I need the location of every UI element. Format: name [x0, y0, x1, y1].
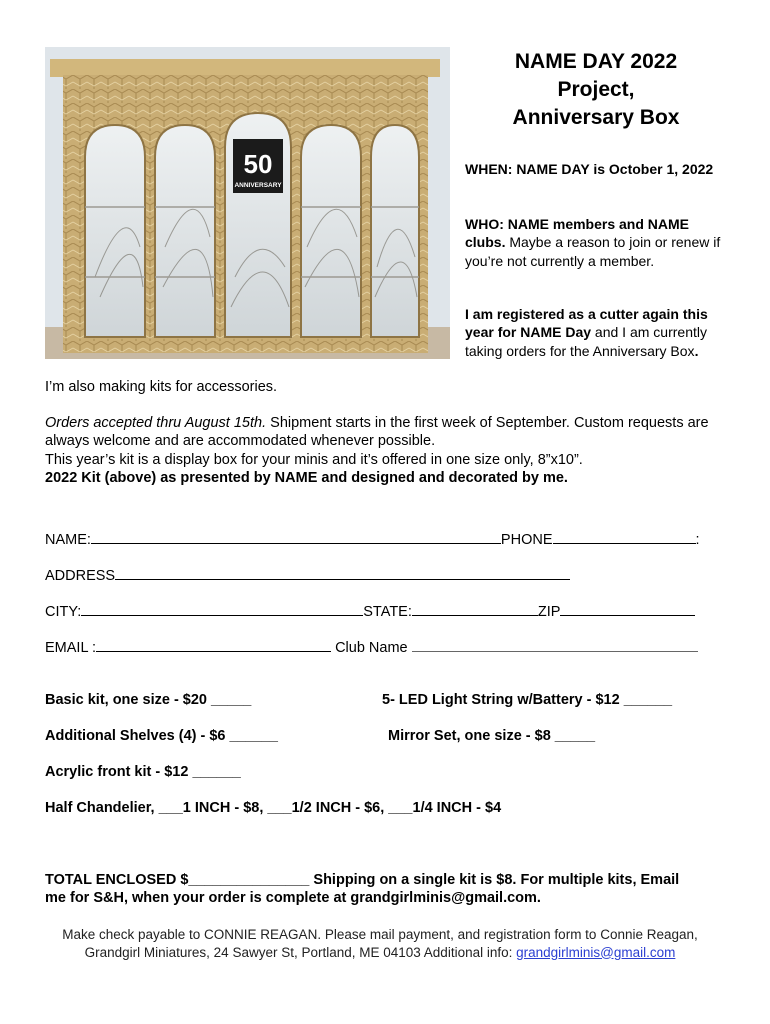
who-paragraph [465, 215, 727, 270]
anniversary-box-photo [45, 47, 450, 359]
club-name-label: Club Name [335, 640, 408, 656]
shelves-item: Additional Shelves (4) - $6 ______ [45, 728, 278, 744]
email-label: EMAIL : [45, 640, 97, 656]
zip-label: ZIP [537, 604, 561, 620]
footer-line-1: Make check payable to CONNIE REAGAN. Please mail payment, and registration form to Connie Reagan, [62, 927, 698, 942]
registered-normal: and I am currently taking orders for the Anniversary Box [465, 324, 707, 359]
city-field[interactable] [45, 601, 695, 621]
orders-italic: Orders accepted thru August 15th. [45, 415, 267, 431]
total-line-2: me for S&H, when your order is complete at grandgirlminis@gmail.com. [45, 890, 541, 906]
who-bold: WHO: NAME members and NAME clubs. [465, 216, 690, 251]
accessories-text: I’m also making kits for accessories. [45, 379, 278, 395]
title-line-3: Anniversary Box [512, 106, 680, 129]
title-line-1: NAME DAY 2022 [514, 50, 678, 73]
led-string-item: 5- LED Light String w/Battery - $12 ______ [382, 692, 673, 708]
phone-end: : [695, 532, 700, 548]
when-text: WHEN: NAME DAY is October 1, 2022 [465, 161, 714, 177]
phone-label: PHONE [500, 532, 553, 548]
orders-line-2: This year’s kit is a display box for your minis and it’s offered in one size only, 8”x10”. [45, 451, 583, 468]
title-line-2: Project, [557, 78, 635, 101]
email-field[interactable] [45, 637, 698, 657]
svg-text:50: 50 [243, 149, 273, 179]
registered-period: . [694, 342, 699, 359]
chandelier-item: Half Chandelier, ___1 INCH - $8, ___1/2 INCH - $6, ___1/4 INCH - $4 [45, 800, 502, 816]
total-line-1: TOTAL ENCLOSED $_______________ Shipping on a single kit is $8. For multiple kits, Email [45, 872, 680, 888]
orders-paragraph [45, 414, 725, 487]
name-label: NAME: [45, 532, 91, 548]
page-title [465, 48, 727, 132]
registered-paragraph [465, 305, 727, 360]
anniversary-logo [233, 139, 283, 193]
state-label: STATE: [363, 604, 412, 620]
city-label: CITY: [45, 604, 82, 620]
who-normal: Maybe a reason to join or renew if you’re not currently a member. [465, 234, 721, 269]
address-label: ADDRESS [45, 568, 116, 584]
footer-email-link[interactable]: grandgirlminis@gmail.com [516, 944, 676, 960]
acrylic-item: Acrylic front kit - $12 ______ [45, 764, 241, 780]
basic-kit-item: Basic kit, one size - $20 _____ [45, 692, 252, 708]
address-field[interactable] [45, 565, 570, 585]
footer-address: Grandgirl Miniatures, 24 Sawyer St, Portland, ME 04103 Additional info: [84, 944, 517, 960]
mirror-item: Mirror Set, one size - $8 _____ [388, 728, 596, 744]
name-field[interactable] [45, 529, 700, 549]
orders-line-3: 2022 Kit (above) as presented by NAME and designed and decorated by me. [45, 469, 568, 486]
svg-text:ANNIVERSARY: ANNIVERSARY [234, 182, 282, 189]
orders-text: Shipment starts in the first week of September. Custom requests are always welcome and are accommodated whenever possible. [45, 415, 709, 450]
registered-bold: I am registered as a cutter again this year for NAME Day [465, 306, 708, 341]
footer [0, 926, 760, 961]
footer-line-2 [0, 944, 760, 962]
